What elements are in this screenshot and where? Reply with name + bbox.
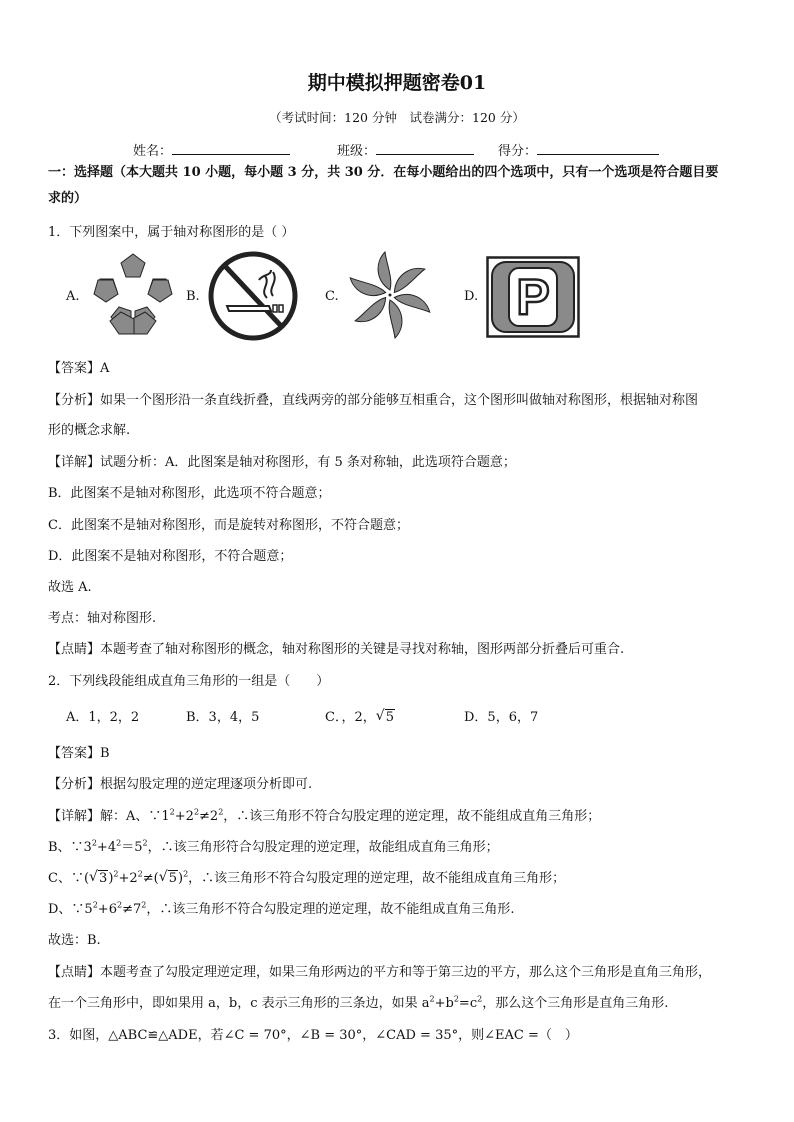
score-label: 得分：: [498, 144, 538, 159]
q1-stem: 1．下列图案中，属于轴对称图形的是（ ）: [48, 225, 295, 240]
q2-comment-2: 在一个三角形中，即如果用 a，b，c 表示三角形的三条边，如果 $a^2+b^2=c^2$，那么这个三角形是直角三角形.: [48, 994, 669, 1011]
q2-conclusion: 故选：B.: [48, 933, 101, 948]
q2-detail-a: 【详解】解：A、$\because 1^2+2^2\ne 2^2$，∴该三角形不符合勾股定理的逆定理，故不能组成直角三角形；: [48, 807, 601, 824]
q2-detail-d: D、$\because 5^2+6^2\ne 7^2$，∴该三角形不符合勾股定理的逆定理，故不能组成直角三角形.: [48, 900, 515, 917]
class-label: 班级：: [337, 144, 377, 159]
section-heading-line1: 一：选择题（本大题共 10 小题，每小题 3 分，共 30 分．在每小题给出的四个选项中，只有一个选项是符合题目要: [48, 165, 719, 180]
class-blank[interactable]: [376, 141, 474, 155]
q2-detail-b: B、$\because 3^2+4^2=5^2$，∴该三角形符合勾股定理的逆定理，故能组成直角三角形；: [48, 838, 499, 855]
q1-option-d-label: D.: [464, 289, 479, 304]
q2-answer: 【答案】B: [48, 746, 110, 761]
q2-option-a: A．1，2，2: [66, 710, 140, 725]
parking-letter: P: [516, 269, 550, 325]
page-title: 期中模拟押题密卷01: [307, 72, 487, 94]
name-field[interactable]: [133, 140, 290, 159]
q1-option-c-label: C.: [325, 289, 339, 304]
q1-analysis-1: 【分析】如果一个图形沿一条直线折叠，直线两旁的部分能够互相重合，这个图形叫做轴对称图形，根据轴对称图: [48, 393, 699, 408]
q2-detail-c: C、∵( √ $3)^2+2^2\ne$( √ 5)$^2$，∴该三角形不符合勾股定理的逆定理，故不能组成直角三角形；: [48, 869, 566, 886]
q2-option-b: B．3，4，5: [186, 710, 260, 725]
q2-comment-1: 【点睛】本题考查了勾股定理逆定理，如果三角形两边的平方和等于第三边的平方，那么这个三角形是直角三角形，: [48, 965, 712, 980]
q1-detail-3: C．此图案不是轴对称图形，而是旋转对称图形，不符合题意；: [48, 518, 409, 533]
q1-conclusion: 故选 A.: [48, 580, 92, 595]
pentagon-flower-icon: [92, 253, 174, 337]
no-smoking-icon: [207, 250, 299, 342]
q1-option-b-label: B.: [186, 289, 200, 304]
q1-detail-1: 【详解】试题分析：A．此图案是轴对称图形，有 5 条对称轴，此选项符合题意；: [48, 455, 516, 470]
score-blank[interactable]: [537, 141, 659, 155]
pinwheel-icon: [345, 250, 435, 340]
q1-option-a-label: A.: [66, 289, 80, 304]
q2-option-c-text: C．，2，: [325, 710, 376, 725]
section-heading-line2: 求的）: [48, 191, 88, 206]
q2-analysis: 【分析】根据勾股定理的逆定理逐项分析即可.: [48, 777, 313, 792]
name-label: 姓名：: [133, 144, 173, 159]
score-field[interactable]: [498, 140, 659, 159]
q1-answer: 【答案】A: [48, 361, 110, 376]
q1-comment: 【点睛】本题考查了轴对称图形的概念，轴对称图形的关键是寻找对称轴，图形两部分折叠后可重合.: [48, 642, 625, 657]
sqrt-5: √ 5: [375, 708, 394, 725]
parking-sign-icon: [486, 256, 580, 338]
q1-analysis-2: 形的概念求解.: [48, 423, 131, 438]
exam-subtitle: （考试时间：120 分钟 试卷满分：120 分）: [269, 110, 525, 125]
q1-kaodian: 考点：轴对称图形.: [48, 611, 157, 626]
q3-stem: 3．如图，△ABC≌△ADE，若∠C = 70°，∠B = 30°，∠CAD = 35°，则∠EAC =（ ）: [48, 1028, 578, 1043]
class-field[interactable]: [337, 140, 474, 159]
q1-detail-2: B．此图案不是轴对称图形，此选项不符合题意；: [48, 486, 331, 501]
q2-option-d: D．5，6，7: [464, 710, 539, 725]
q2-stem: 2．下列线段能组成直角三角形的一组是（ ）: [48, 674, 330, 689]
q2-option-c: [325, 706, 395, 725]
q1-detail-4: D．此图案不是轴对称图形，不符合题意；: [48, 549, 293, 564]
name-blank[interactable]: [172, 141, 290, 155]
